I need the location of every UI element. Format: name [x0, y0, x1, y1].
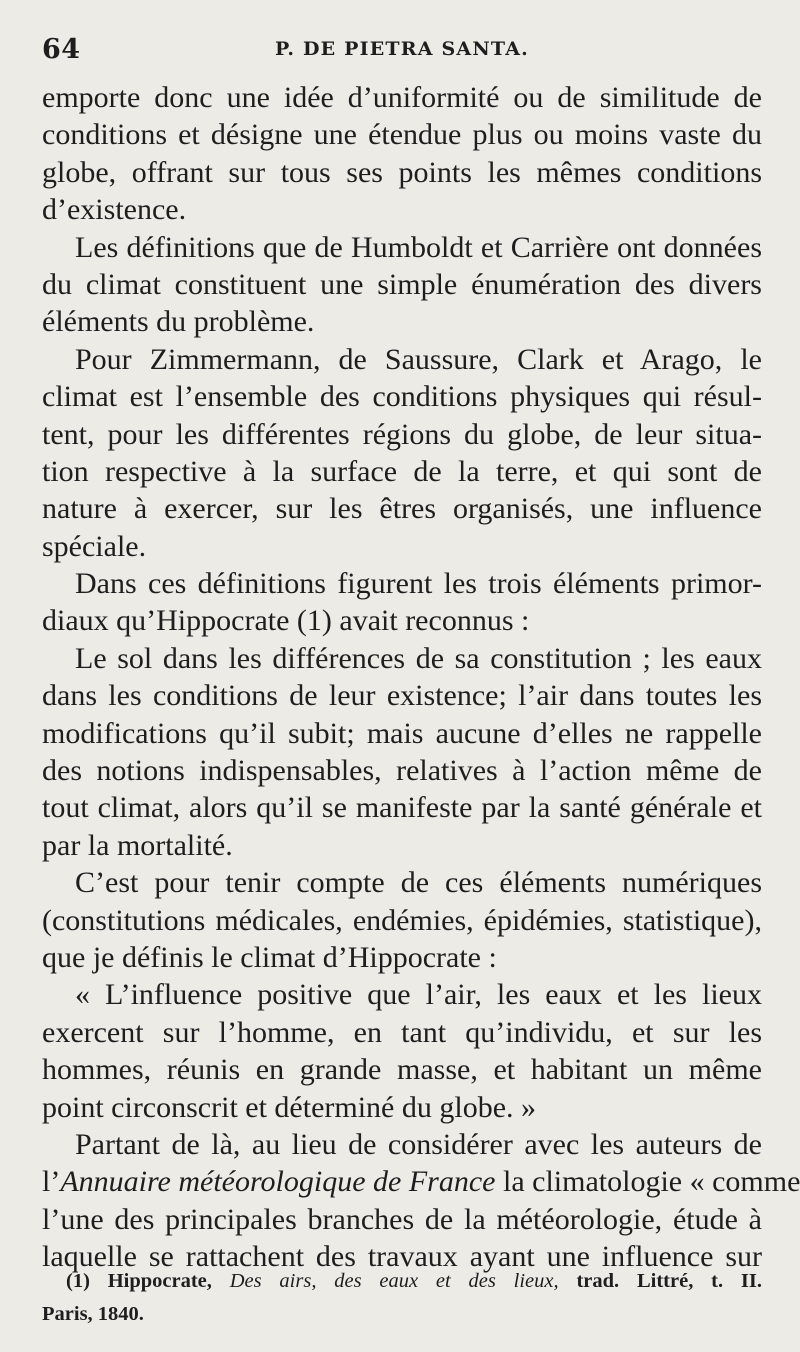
- text-line: conditions et désigne une étendue plus ou moins vaste du: [42, 118, 762, 152]
- text-line: nature à exercer, sur les êtres organisés, une influence: [42, 492, 762, 526]
- text-line: hommes, réunis en grande masse, et habitant un même: [42, 1053, 762, 1087]
- text-line: l’une des principales branches de la météorologie, étude à: [42, 1202, 762, 1236]
- text-line: exercent sur l’homme, en tant qu’individu, et sur les: [42, 1015, 762, 1049]
- text-line: Les définitions que de Humboldt et Carrière ont données: [75, 230, 762, 264]
- text-line-with-italic-title: [42, 1163, 800, 1200]
- text-line: emporte donc une idée d’uniformité ou de similitude de: [42, 81, 762, 114]
- text-line: tion respective à la surface de la terre, et qui sont de: [42, 454, 762, 488]
- text-line: climat est l’ensemble des conditions physiques qui résul-: [42, 380, 762, 414]
- page-number: 64: [42, 34, 81, 65]
- body-text: [42, 79, 800, 1276]
- text-line: modifications qu’il subit; mais aucune d’elles ne rappelle: [42, 716, 762, 750]
- text-line: Pour Zimmermann, de Saussure, Clark et Arago, le: [75, 342, 762, 376]
- footnote-line: [42, 1265, 762, 1298]
- text-line: diaux qu’Hippocrate (1) avait reconnus :: [42, 604, 530, 638]
- text-line: « L’influence positive que l’air, les eaux et les lieux: [75, 978, 762, 1012]
- footnote-text: (1) Hippocrate,: [66, 1270, 230, 1292]
- text-line: éléments du problème.: [42, 305, 315, 339]
- page-header: [42, 34, 762, 64]
- text-line: spéciale.: [42, 529, 147, 563]
- text-line: par la mortalité.: [42, 828, 233, 862]
- text-line: Dans ces définitions figurent les trois éléments primor-: [75, 567, 762, 601]
- footnote-text: trad. Littré, t. II.: [558, 1270, 762, 1292]
- text-line: (constitutions médicales, endémies, épidémies, statistique),: [42, 903, 762, 937]
- text-line: tent, pour les différentes régions du globe, de leur situa-: [42, 417, 762, 451]
- text-line: laquelle se rattachent des travaux ayant une influence sur: [42, 1240, 762, 1274]
- text-line: des notions indispensables, relatives à l’action même de: [42, 754, 762, 788]
- text-line: que je définis le climat d’Hippocrate :: [42, 940, 497, 974]
- text-fragment: la climatologie « comme: [495, 1165, 800, 1199]
- footnote: [42, 1265, 762, 1331]
- text-line: point circonscrit et déterminé du globe. »: [42, 1090, 537, 1124]
- text-line: d’existence.: [42, 193, 187, 227]
- text-line: tout climat, alors qu’il se manifeste par la santé générale et: [42, 791, 762, 825]
- text-line: C’est pour tenir compte de ces éléments numériques: [75, 866, 762, 900]
- text-line: dans les conditions de leur existence; l’air dans toutes les: [42, 679, 762, 713]
- footnote-italic-title: Des airs, des eaux et des lieux,: [229, 1270, 559, 1292]
- italic-title: Annuaire météorologique de France: [60, 1165, 496, 1199]
- text-line: Le sol dans les différences de sa constitution ; les eaux: [75, 641, 762, 675]
- text-fragment: l’: [42, 1165, 61, 1199]
- text-line: du climat constituent une simple énumération des divers: [42, 267, 762, 301]
- text-line: globe, offrant sur tous ses points les mêmes conditions: [42, 155, 762, 189]
- footnote-line: Paris, 1840.: [42, 1303, 144, 1325]
- text-line: Partant de là, au lieu de considérer avec les auteurs de: [75, 1127, 762, 1161]
- running-head: P. DE PIETRA SANTA.: [275, 38, 529, 60]
